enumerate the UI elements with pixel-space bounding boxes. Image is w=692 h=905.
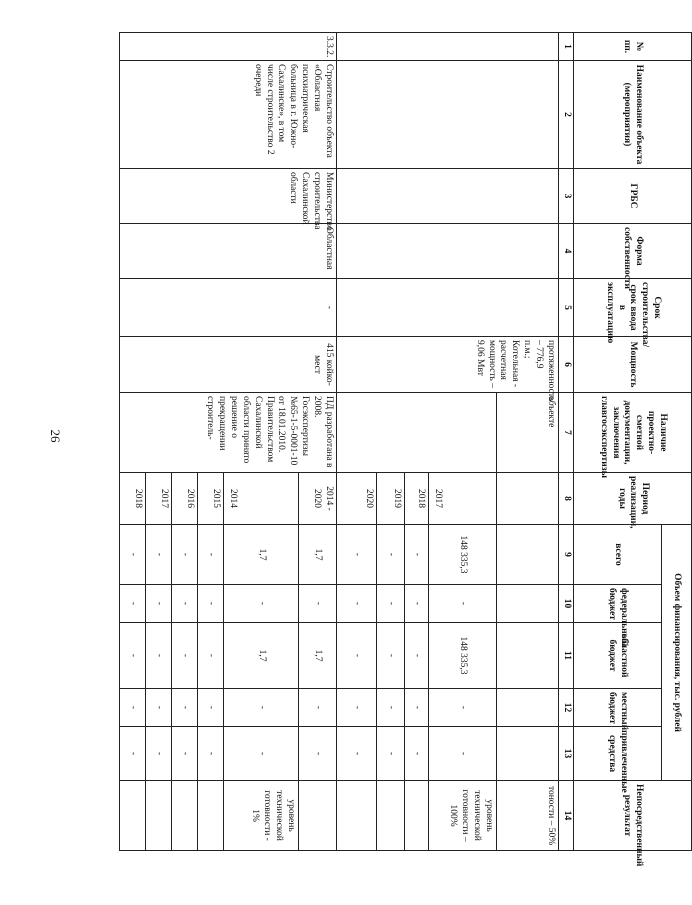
cell-extra: - xyxy=(146,727,172,781)
col-number: 10 xyxy=(559,585,574,623)
cell-result xyxy=(299,781,337,851)
cell-year: 2018 xyxy=(405,473,429,525)
cell-result: уровень технической готовности - 1% xyxy=(224,781,299,851)
cell-grbs: Министерство строительства Сахалинской области xyxy=(120,169,337,224)
cell-federal: - xyxy=(299,585,337,623)
cell-regional: - xyxy=(146,623,172,689)
cell-year: 2020 xyxy=(337,473,377,525)
col-number: 6 xyxy=(559,337,574,393)
cell-year: 2015 xyxy=(198,473,224,525)
cell-regional: - xyxy=(120,623,146,689)
cell-result xyxy=(405,781,429,851)
program-table xyxy=(119,32,692,867)
cell-extra: - xyxy=(120,727,146,781)
cell-regional: - xyxy=(198,623,224,689)
cell-local xyxy=(497,689,559,727)
col-number: 2 xyxy=(559,61,574,169)
cell-local: - xyxy=(377,689,405,727)
cell-year: 2018 xyxy=(120,473,146,525)
cell-no: 3.3.2. xyxy=(120,33,337,61)
cell-result: тоности – 50% xyxy=(497,781,559,851)
cell-grbs xyxy=(337,169,559,224)
cell-local: - xyxy=(299,689,337,727)
cell-ownership xyxy=(337,224,559,279)
cell-federal: - xyxy=(146,585,172,623)
col-number: 7 xyxy=(559,393,574,473)
col-number: 5 xyxy=(559,279,574,337)
col-header-total: всего xyxy=(574,525,662,585)
cell-local: - xyxy=(120,689,146,727)
cell-result xyxy=(172,781,198,851)
cell-name: Строительство объекта «Областная психиатрическая больница в г. Южно-Сахалинске», в том числе строительство 2 очереди xyxy=(120,61,337,169)
cell-total: - xyxy=(377,525,405,585)
col-number: 9 xyxy=(559,525,574,585)
cell-federal: - xyxy=(224,585,299,623)
cell-federal: - xyxy=(377,585,405,623)
cell-term: - xyxy=(120,279,337,337)
col-header-term: Срок строительства/срок ввода в эксплуатацию xyxy=(574,279,692,337)
col-header-grbs: ГРБС xyxy=(574,169,692,224)
cell-total xyxy=(497,525,559,585)
cell-regional: - xyxy=(172,623,198,689)
col-header-local: местный бюджет xyxy=(574,689,662,727)
col-header-no: № пп. xyxy=(574,33,692,61)
cell-name xyxy=(337,61,559,169)
table-row xyxy=(299,33,337,851)
cell-federal xyxy=(497,585,559,623)
cell-local: - xyxy=(405,689,429,727)
cell-no xyxy=(337,33,559,61)
cell-total: - xyxy=(146,525,172,585)
cell-federal: - xyxy=(172,585,198,623)
cell-docs: объекте xyxy=(497,393,559,473)
cell-docs: ПД разработана в 2008. Госэкспертизы №65-1-5-0001-10 от 18.01.2010. Правительством Сахалинской области принято решение о прекращении строитель- xyxy=(120,393,337,473)
cell-regional xyxy=(497,623,559,689)
cell-result xyxy=(146,781,172,851)
col-header-extra: привлеченные средства xyxy=(574,727,662,781)
cell-extra: - xyxy=(198,727,224,781)
cell-extra: - xyxy=(224,727,299,781)
cell-extra: - xyxy=(299,727,337,781)
col-number: 13 xyxy=(559,727,574,781)
cell-result: уровень технической готовности – 100% xyxy=(429,781,497,851)
cell-result xyxy=(377,781,405,851)
cell-local: - xyxy=(429,689,497,727)
col-header-regional: областной бюджет xyxy=(574,623,662,689)
cell-year: 2017 xyxy=(429,473,497,525)
col-header-result: Непосредственный результат xyxy=(574,781,692,851)
cell-federal: - xyxy=(198,585,224,623)
cell-local: - xyxy=(337,689,377,727)
cell-total: 1,7 xyxy=(224,525,299,585)
table-row xyxy=(497,33,559,851)
col-header-docs: Наличие проектно-сметной документации, заключения главгосэкспертизы xyxy=(574,393,692,473)
cell-term xyxy=(337,279,559,337)
cell-local: - xyxy=(198,689,224,727)
cell-regional: - xyxy=(337,623,377,689)
cell-year: 2014 - 2020 xyxy=(299,473,337,525)
cell-local: - xyxy=(172,689,198,727)
col-header-capacity: Мощность xyxy=(574,337,692,393)
cell-federal: - xyxy=(120,585,146,623)
cell-total: - xyxy=(405,525,429,585)
page-number: 26 xyxy=(48,429,63,443)
col-number: 3 xyxy=(559,169,574,224)
col-number: 4 xyxy=(559,224,574,279)
cell-total: - xyxy=(120,525,146,585)
cell-total: - xyxy=(198,525,224,585)
cell-extra: - xyxy=(172,727,198,781)
cell-total: - xyxy=(337,525,377,585)
cell-regional: - xyxy=(405,623,429,689)
cell-capacity: 415 койко-мест xyxy=(120,337,337,393)
cell-regional: 1,7 xyxy=(299,623,337,689)
col-header-federal: федеральный бюджет xyxy=(574,585,662,623)
cell-extra: - xyxy=(429,727,497,781)
cell-capacity: протяженность – 776,9 п.м.; Котельная - расчетная мощность – 9,06 Мвт xyxy=(337,337,559,393)
cell-total: 148 335,3 xyxy=(429,525,497,585)
cell-ownership: Областная xyxy=(120,224,337,279)
col-header-ownership: Форма собственности xyxy=(574,224,692,279)
cell-regional: - xyxy=(377,623,405,689)
cell-result xyxy=(120,781,146,851)
cell-local: - xyxy=(146,689,172,727)
cell-year: 2014 xyxy=(224,473,299,525)
cell-regional: 1,7 xyxy=(224,623,299,689)
cell-docs xyxy=(337,393,497,473)
cell-federal: - xyxy=(429,585,497,623)
col-number: 11 xyxy=(559,623,574,689)
cell-regional: 148 335,3 xyxy=(429,623,497,689)
col-number: 8 xyxy=(559,473,574,525)
cell-federal: - xyxy=(405,585,429,623)
cell-extra: - xyxy=(377,727,405,781)
cell-extra: - xyxy=(405,727,429,781)
col-header-financing: Объем финансирования, тыс. рублей xyxy=(662,525,692,781)
program-table-rotated xyxy=(100,32,692,867)
cell-extra xyxy=(497,727,559,781)
cell-result xyxy=(198,781,224,851)
cell-total: 1,7 xyxy=(299,525,337,585)
cell-year: 2019 xyxy=(377,473,405,525)
cell-federal: - xyxy=(337,585,377,623)
col-number: 1 xyxy=(559,33,574,61)
cell-year: 2016 xyxy=(172,473,198,525)
col-header-name: Наименование объекта (мероприятия) xyxy=(574,61,692,169)
cell-year xyxy=(497,473,559,525)
col-header-period: Период реализации, годы xyxy=(574,473,692,525)
cell-extra: - xyxy=(337,727,377,781)
cell-total: - xyxy=(172,525,198,585)
cell-local: - xyxy=(224,689,299,727)
col-number: 12 xyxy=(559,689,574,727)
col-number: 14 xyxy=(559,781,574,851)
cell-year: 2017 xyxy=(146,473,172,525)
cell-result xyxy=(337,781,377,851)
